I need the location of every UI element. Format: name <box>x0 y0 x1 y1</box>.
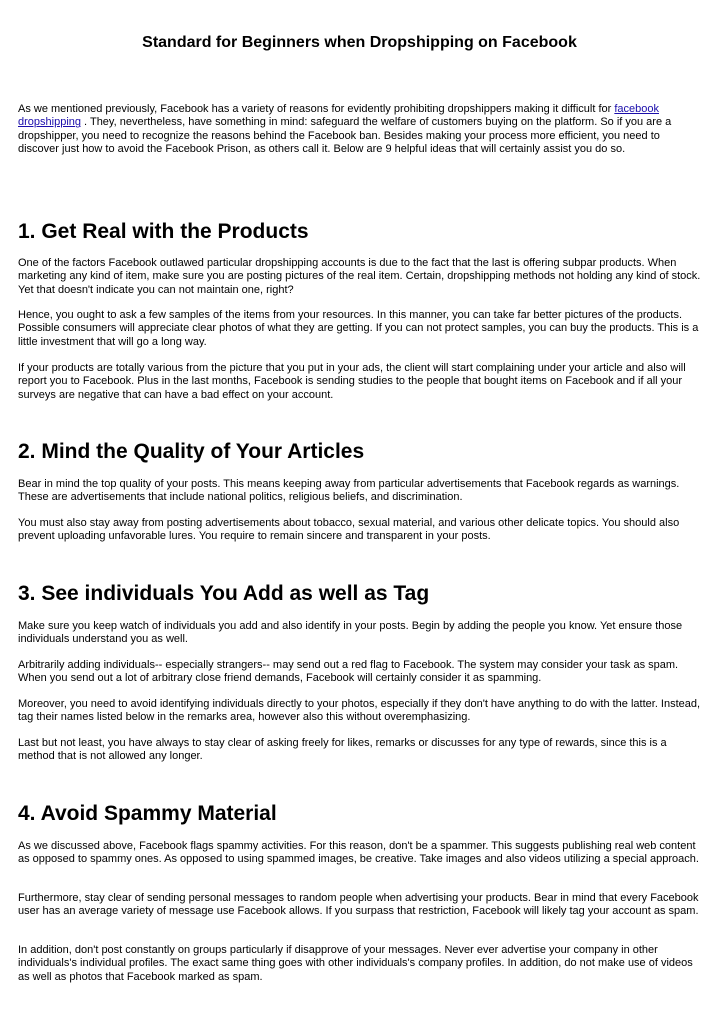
section-4-heading: 4. Avoid Spammy Material <box>18 802 277 825</box>
section-1-paragraph-1: One of the factors Facebook outlawed particular dropshipping accounts is due to the fact that the last is offering subpar products. When marketing any kind of item, make sure you are posting pictures of the real item. Certain, dropshipping methods not holding any kind of stock. Yet that doesn't indicate you can not maintain one, right? <box>18 257 701 296</box>
section-4-paragraph-3: In addition, don't post constantly on groups particularly if disapprove of your messages. Never ever advertise your company in other individuals's individual profiles. The exact same thing goes with other individuals's company profiles. In addition, do not make use of videos as well as photos that Facebook marked as spam. <box>18 944 693 983</box>
page-title: Standard for Beginners when Dropshipping on Facebook <box>142 34 577 51</box>
section-3-paragraph-1: Make sure you keep watch of individuals you add and also identify in your posts. Begin by adding the people you know. Yet ensure those individuals understand you as well. <box>18 620 683 646</box>
intro-text-before-link: As we mentioned previously, Facebook has a variety of reasons for evidently prohibiting dropshippers making it difficult for <box>18 103 615 115</box>
section-3-paragraph-3: Moreover, you need to avoid identifying individuals directly to your photos, especially if they don't have anything to do with the latter. Instead, tag their names listed below in the remarks area, however also this without overemphasizing. <box>18 698 701 724</box>
facebook-dropshipping-link[interactable]: facebook dropshipping <box>18 103 659 129</box>
section-3-paragraph-2: Arbitrarily adding individuals-- especially strangers-- may send out a red flag to Facebook. The system may consider your task as spam. When you send out a lot of arbitrary close friend demands, Facebook will certainly consider it as spamming. <box>18 659 679 685</box>
section-4-paragraph-1: As we discussed above, Facebook flags spammy activities. For this reason, don't be a spammer. This suggests publishing real web content as opposed to spammy ones. As opposed to using spammed images, be creative. Take images and also videos utilizing a special approach. <box>18 840 699 866</box>
section-1-paragraph-3: If your products are totally various from the picture that you put in your ads, the client will start complaining under your article and also will report you to Facebook. Plus in the last months, Facebook is sending studies to the people that bought items on Facebook and if all your surveys are negative that can have a bad effect on your account. <box>18 362 686 401</box>
section-3-heading: 3. See individuals You Add as well as Tag <box>18 582 430 605</box>
intro-text-after-link: . They, nevertheless, have something in mind: safeguard the welfare of customers buying on the platform. So if you are a dropshipper, you need to recognize the reasons behind the Facebook ban. Besides making your process more efficient, you need to discover just how to avoid the Facebook Prison, as others call it. Below are 9 helpful ideas that will certainly assist you do so. <box>18 116 672 156</box>
section-3-paragraph-4: Last but not least, you have always to stay clear of asking freely for likes, remarks or discusses for any type of rewards, since this is a method that is not allowed any longer. <box>18 737 667 763</box>
section-2-heading: 2. Mind the Quality of Your Articles <box>18 440 365 463</box>
section-2-paragraph-2: You must also stay away from posting advertisements about tobacco, sexual material, and various other delicate topics. You should also prevent uploading unfavorable lures. You require to remain sincere and transparent in your posts. <box>18 517 680 543</box>
section-4-paragraph-2: Furthermore, stay clear of sending personal messages to random people when advertising your products. Bear in mind that every Facebook user has an average variety of message use Facebook allows. If you surpass that restriction, Facebook will likely tag your account as spam. <box>18 892 699 918</box>
section-2-paragraph-1: Bear in mind the top quality of your posts. This means keeping away from particular advertisements that Facebook regards as warnings. These are advertisements that include national politics, religious beliefs, and discrimination. <box>18 478 680 504</box>
section-1-paragraph-2: Hence, you ought to ask a few samples of the items from your resources. In this manner, you can take far better pictures of the products. Possible consumers will appreciate clear photos of what they are getting. If you can not protect samples, you can buy the products. This is a little investment that will go a long way. <box>18 309 699 348</box>
section-1-heading: 1. Get Real with the Products <box>18 220 309 243</box>
intro-paragraph <box>18 103 703 157</box>
